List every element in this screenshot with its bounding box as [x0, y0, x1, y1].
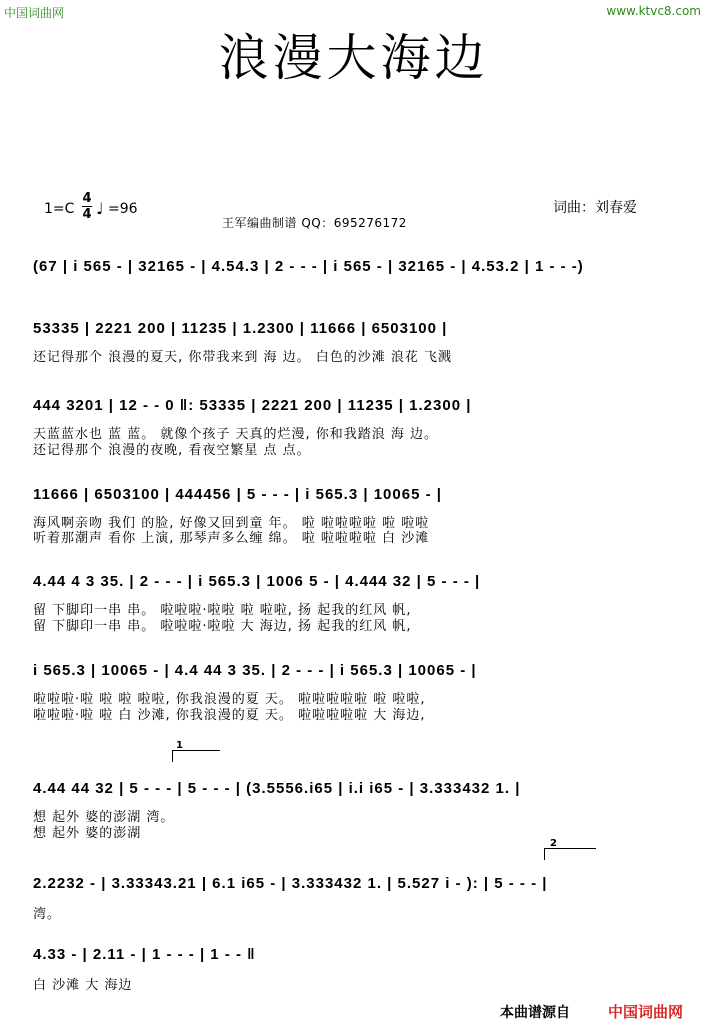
- notation-line-5: 4.44 4 3 35. | 2 - - - | i 565.3 | 1006 5 - | 4.444 32 | 5 - - - |: [33, 573, 481, 590]
- lyric-line-4b: 听着那潮声 看你 上演, 那琴声多么缠 绵。 啦 啦啦啦啦 白 沙滩: [33, 531, 430, 546]
- volta-1-tick: [172, 750, 173, 762]
- lyric-line-6b: 啦啦啦·啦 啦 白 沙滩, 你我浪漫的夏 天。 啦啦啦啦啦 大 海边,: [33, 708, 426, 723]
- volta-2-label: 2: [550, 838, 557, 849]
- lyric-line-9a: 白 沙滩 大 海边: [33, 978, 133, 993]
- notation-line-2: 53335 | 2221 200 | 11235 | 1.2300 | 11666 | 6503100 |: [33, 320, 448, 337]
- footer-site: 中国词曲网: [608, 1003, 684, 1021]
- lyric-line-8a: 湾。: [33, 907, 62, 922]
- lyric-line-5b: 留 下脚印一串 串。 啦啦啦·啦啦 大 海边, 扬 起我的红风 帆,: [33, 619, 412, 634]
- lyric-line-3b: 还记得那个 浪漫的夜晚, 看夜空繁星 点 点。: [33, 443, 311, 458]
- lyric-line-5a: 留 下脚印一串 串。 啦啦啦·啦啦 啦 啦啦, 扬 起我的红风 帆,: [33, 603, 412, 618]
- footer-source: 本曲谱源自: [500, 1005, 570, 1021]
- notation-line-4: 11666 | 6503100 | 444456 | 5 - - - | i 565.3 | 10065 - |: [33, 486, 442, 503]
- notation-line-9: 4.33 - | 2.11 - | 1 - - - | 1 - - ‖: [33, 946, 256, 963]
- notation-line-3: 444 3201 | 12 - - 0 ‖: 53335 | 2221 200 | 11235 | 1.2300 |: [33, 397, 472, 414]
- lyric-line-4a: 海风啊亲吻 我们 的脸, 好像又回到童 年。 啦 啦啦啦啦 啦 啦啦: [33, 516, 430, 531]
- volta-1-label: 1: [176, 740, 183, 751]
- key-signature: 1=C: [44, 201, 75, 217]
- lyricist: 词曲：刘春爱: [553, 200, 637, 216]
- tempo-note-icon: ♩: [96, 199, 104, 218]
- tempo: =96: [108, 201, 138, 217]
- lyric-line-6a: 啦啦啦·啦 啦 啦 啦啦, 你我浪漫的夏 天。 啦啦啦啦啦 啦 啦啦,: [33, 692, 426, 707]
- lyric-line-3a: 天蓝蓝水也 蓝 蓝。 就像个孩子 天真的烂漫, 你和我踏浪 海 边。: [33, 427, 439, 442]
- volta-2-tick: [544, 848, 545, 860]
- watermark-top-left: 中国词曲网: [4, 6, 65, 20]
- lyric-line-7a: 想 起外 婆的澎湖 湾。: [33, 810, 175, 825]
- watermark-top-right: www.ktvc8.com: [606, 4, 701, 18]
- lyric-line-7b: 想 起外 婆的澎湖: [33, 826, 142, 841]
- notation-line-1: (67 | i 565 - | 32165 - | 4.54.3 | 2 - - - | i 565 - | 32165 - | 4.53.2 | 1 - - -): [33, 258, 584, 275]
- notation-line-7: 4.44 44 32 | 5 - - - | 5 - - - | (3.5556.i65 | i.i i65 - | 3.333432 1. |: [33, 780, 521, 797]
- arranger-credit: 王军编曲制谱 QQ：695276172: [222, 216, 407, 230]
- lyric-line-2a: 还记得那个 浪漫的夏天, 你带我来到 海 边。 白色的沙滩 浪花 飞溅: [33, 350, 453, 365]
- time-signature: [82, 192, 92, 221]
- time-top: 4: [82, 191, 92, 206]
- song-title: 浪漫大海边: [218, 29, 489, 87]
- notation-line-8: 2.2232 - | 3.33343.21 | 6.1 i65 - | 3.333432 1. | 5.527 i - ): | 5 - - - |: [33, 875, 548, 892]
- notation-line-6: i 565.3 | 10065 - | 4.4 44 3 35. | 2 - - - | i 565.3 | 10065 - |: [33, 662, 477, 679]
- time-bottom: 4: [82, 207, 92, 222]
